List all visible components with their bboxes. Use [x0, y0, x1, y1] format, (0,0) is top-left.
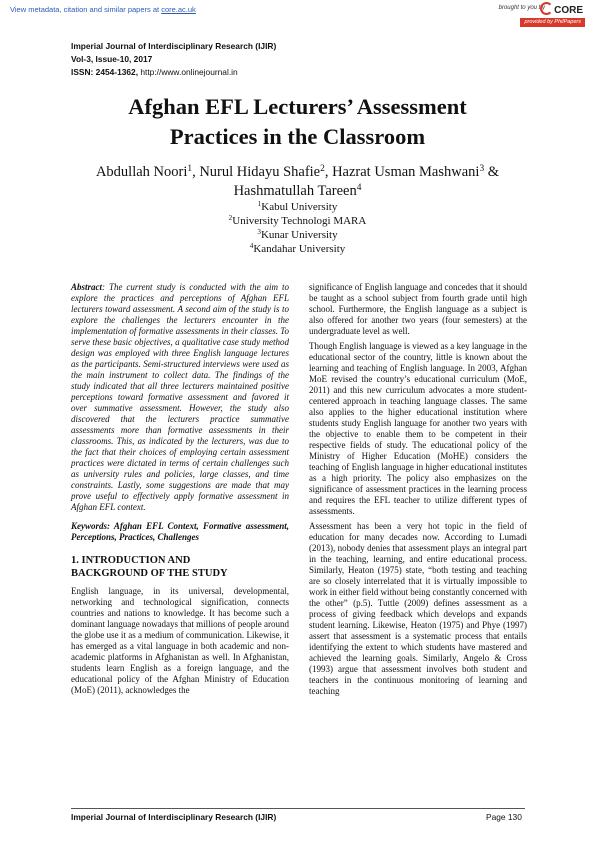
author-name: Abdullah Noori — [95, 164, 188, 180]
affiliation-list — [60, 200, 535, 256]
core-link[interactable]: core.ac.uk — [161, 5, 196, 14]
affiliation-name: Kabul University — [261, 201, 338, 213]
core-logo[interactable] — [540, 2, 583, 16]
affiliation-sup: 3 — [257, 228, 261, 237]
author-sep: , — [324, 164, 333, 180]
title-line-2: Practices in the Classroom — [169, 124, 426, 149]
author-3 — [332, 164, 499, 180]
right-paragraph-1: significance of English language and concedes that it should be taught as a school subject from fourth grade until high school. Furthermore, the English language as a subject is also offered for another two years (four semesters) at the undergraduate level as well. — [309, 282, 527, 336]
author-name: Hazrat Usman Mashwani — [332, 164, 480, 180]
affiliation-sup: 4 — [249, 242, 254, 251]
author-sep: , — [192, 164, 200, 180]
issn-label: ISSN: 2454-1362, — [71, 67, 139, 77]
affiliation-3 — [60, 228, 535, 242]
affiliation-1 — [60, 200, 535, 214]
affiliation-sup: 1 — [257, 200, 262, 209]
page-number: Page 130 — [486, 812, 522, 822]
author-name: Hashmatullah Tareen — [233, 183, 357, 199]
author-name: Nurul Hidayu Shafie — [199, 164, 321, 180]
right-paragraph-2: Though English language is viewed as a key language in the educational sector of the country, little is known about the learning and teaching of English language. In 2003, Afghan MoE revised the country’s educational curriculum (MoE, 2011) and this new curriculum advocates a more student-centered approach in teaching language classes. The same also applies to the higher educational institution where students study English language for another two years with the objective to enable them to be competent in their respective fields of study. The educational policy of the Ministry of Higher Education (MoHE) considers the teaching of English language in higher educational institutes as a high priority. The policy also emphasizes on the significance of assessment practices in the learning process and requires the EFL teacher to utilize different types of assessments. — [309, 341, 527, 516]
affiliation-2 — [60, 214, 535, 228]
journal-volume: Vol-3, Issue-10, 2017 — [71, 54, 153, 64]
right-paragraph-3: Assessment has been a very hot topic in the field of education for many decades now. According to Lumadi (2013), nobody denies that assessment plays an integral part in the teaching, learning, and entire educational process. Similarly, Heaton (1975) state, “both testing and teaching are so closely interrelated that it is virtually impossible to work in either field without being constantly concerned with the other” (p.5). Tuttle (2009) defines assessment as a process of giving feedback which develops and expands student learning. Likewise, Heaton (1975) and Phye (1997) assert that assessment is a systematic process that entails identifying the extent to which students have mastered and achieved the learning goals. Similarly, Angelo & Cross (1993) argue that assessment involves both student and teachers in the continuous monitoring of learning and teaching — [309, 521, 527, 696]
left-column — [71, 282, 289, 700]
title-line-1: Afghan EFL Lecturers’ Assessment — [128, 94, 467, 119]
abstract — [71, 282, 289, 513]
section-heading — [71, 555, 289, 580]
journal-name: Imperial Journal of Interdisciplinary Research (IJIR) — [71, 41, 277, 51]
footer-journal-name: Imperial Journal of Interdisciplinary Research (IJIR) — [71, 812, 277, 822]
intro-paragraph-1: English language, in its universal, developmental, networking and technological signification, connects countries and nations to knowledge. It has become such a dominant language nowadays that millions of people around the globe use it as a medium of communication. Likewise, it has emerged as a vital language in both academic and non-academic platforms in Afghanistan as well. In Afghanistan, students learn English as a foreign language, and the educational policy of the Afghan Ministry of Education (MoE) (2011), acknowledges the — [71, 586, 289, 695]
brought-to-you-by: brought to you by — [498, 5, 545, 11]
journal-issn — [71, 66, 276, 79]
right-column — [309, 282, 527, 701]
author-1 — [96, 164, 199, 180]
footer-divider — [71, 808, 525, 809]
affiliation-name: Kunar University — [260, 229, 338, 241]
journal-header — [71, 40, 276, 79]
section-heading-line-1: 1. INTRODUCTION AND — [71, 555, 191, 566]
author-sup: 2 — [320, 163, 325, 174]
author-sep: & — [484, 164, 500, 180]
abstract-label: Abstract — [71, 282, 103, 292]
metadata-link-text — [10, 5, 196, 14]
keywords: Keywords: Afghan EFL Context, Formative assessment, Perceptions, Practices, Challenges — [71, 521, 289, 542]
core-logo-icon — [540, 2, 553, 15]
affiliation-name: University Technologi MARA — [232, 215, 367, 227]
author-4 — [234, 183, 362, 199]
author-sup: 3 — [479, 163, 485, 174]
author-sup: 1 — [187, 163, 193, 174]
abstract-text: : The current study is conducted with the aim to explore the practices and perceptions of Afghan EFL lecturers toward assessment. A second aim of the study is to explore the challenges the lecturers encounter in the implementation of formative assessments in their classes. To serve these basic objectives, a qualitative case study method design was employed with three English language lectures as the participants. Semi-structured interviews were used as the main instrument to collect data. The findings of the study indicated that all three lecturers maintained positive perceptions toward formative assessment and favored it over summative assessment. However, the study also discovered that the lecturers practice summative assessments more than formative assessments in their classrooms. This, as indicated by the lecturers, was due to the fact that their choices of employing certain assessment practices were dictated in terms of certain challenges such as university rules and policies, large classes, and time constraints. Lastly, some suggestions are made that may prove useful to effectively apply formative assessment in Afghan EFL context. — [71, 282, 289, 512]
core-logo-text: CORE — [554, 5, 583, 16]
section-heading-line-2: BACKGROUND OF THE STUDY — [71, 567, 228, 579]
author-list — [60, 163, 535, 201]
affiliation-4 — [60, 242, 535, 256]
paper-title — [60, 92, 535, 152]
author-sup: 4 — [356, 182, 362, 193]
affiliation-sup: 2 — [228, 214, 233, 223]
affiliation-name: Kandahar University — [253, 243, 346, 255]
metadata-prefix: View metadata, citation and similar papers at — [10, 5, 162, 14]
author-2 — [199, 164, 332, 180]
journal-url: http://www.onlinejournal.in — [138, 67, 238, 77]
core-banner — [0, 0, 595, 28]
provided-by-badge[interactable]: provided by PhilPapers — [520, 18, 585, 27]
